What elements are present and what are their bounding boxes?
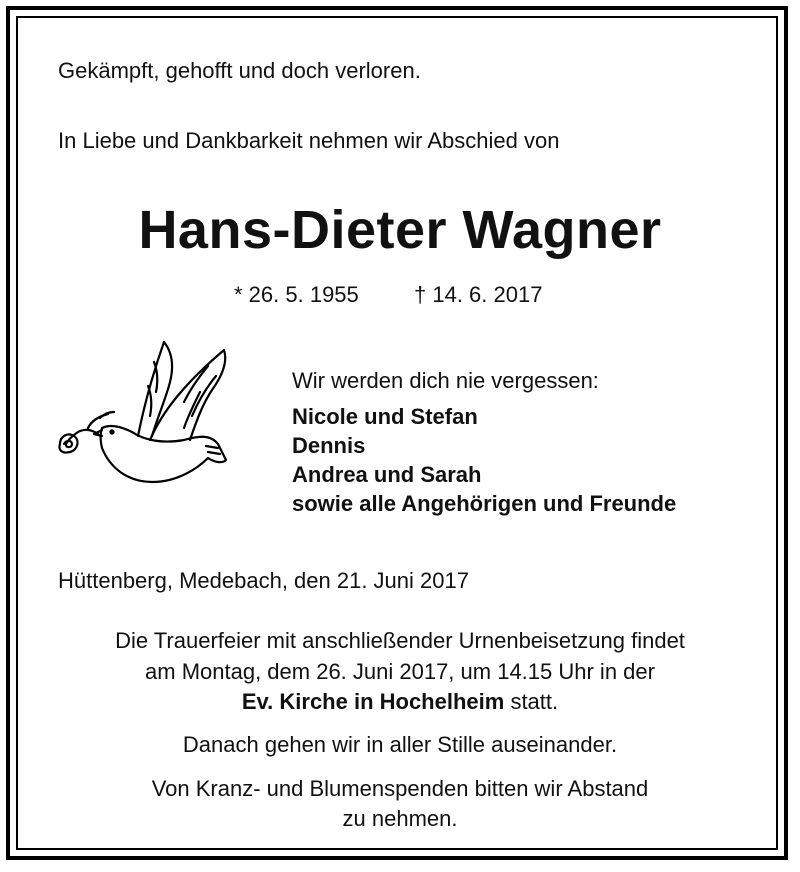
death-date: † 14. 6. 2017: [414, 282, 543, 307]
dove-with-rose-icon: [58, 336, 236, 486]
intro-line-2: In Liebe und Dankbarkeit nehmen wir Abschied von: [58, 128, 560, 153]
intro-line-1: Gekämpft, gehofft und doch verloren.: [58, 58, 421, 83]
donation-note-2: zu nehmen.: [342, 806, 458, 831]
mourner-name: Nicole und Stefan: [292, 404, 478, 429]
mourner-name: Dennis: [292, 433, 366, 458]
birth-date: * 26. 5. 1955: [234, 282, 359, 307]
funeral-location-suffix: statt.: [504, 689, 559, 714]
funeral-location: Ev. Kirche in Hochelheim: [241, 689, 505, 714]
silence-note: Danach gehen wir in aller Stille auseinander.: [182, 732, 618, 757]
donation-note-1: Von Kranz- und Blumenspenden bitten wir Abstand: [151, 776, 649, 801]
deceased-name: Hans-Dieter Wagner: [138, 200, 662, 260]
mourner-name: sowie alle Angehörigen und Freunde: [292, 491, 677, 516]
funeral-line-1: Die Trauerfeier mit anschließender Urnenbeisetzung findet: [115, 628, 685, 653]
mourners-heading: Wir werden dich nie vergessen:: [292, 368, 599, 393]
funeral-line-3: [0, 689, 800, 715]
mourner-name: Andrea und Sarah: [292, 462, 482, 487]
place-and-date: Hüttenberg, Medebach, den 21. Juni 2017: [58, 568, 469, 593]
funeral-line-2: am Montag, dem 26. Juni 2017, um 14.15 Uhr in der: [145, 659, 655, 684]
